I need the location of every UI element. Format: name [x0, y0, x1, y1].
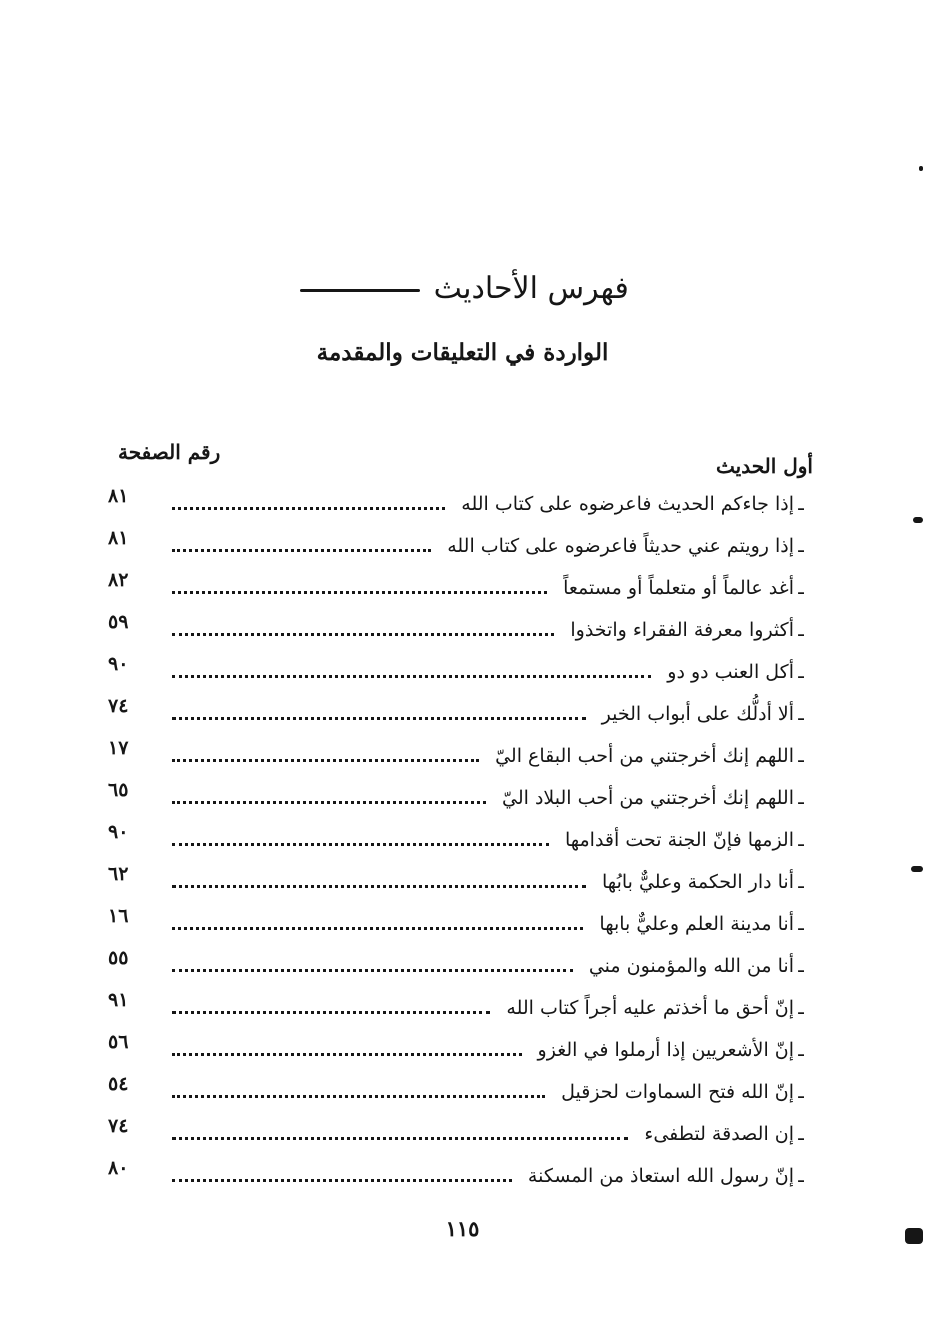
- entry-dash: ـ: [798, 1165, 804, 1187]
- entry-page: ٧٤: [108, 1115, 129, 1137]
- entry-page: ٨٠: [108, 1157, 129, 1179]
- entry-text: إنّ الله فتح السماوات لحزقيل: [561, 1081, 794, 1103]
- entry-text: أنا مدينة العلم وعليٌّ بابها: [599, 913, 794, 935]
- index-entry: [108, 651, 808, 693]
- dot-leader: [172, 507, 445, 510]
- dot-leader: [172, 969, 573, 972]
- index-entry: [108, 945, 808, 987]
- entry-text: إنّ رسول الله استعاذ من المسكنة: [527, 1165, 794, 1187]
- entry-text: إن الصدقة لتطفىء: [644, 1123, 794, 1145]
- entry-page: ٩٠: [108, 821, 129, 843]
- entry-dash: ـ: [798, 493, 804, 515]
- dot-leader: [172, 549, 431, 552]
- entry-page: ٦٥: [108, 779, 129, 801]
- entry-page: ١٦: [108, 905, 129, 927]
- entry-text: إنّ الأشعريين إذا أرملوا في الغزو: [537, 1039, 794, 1061]
- entry-text: أنا دار الحكمة وعليٌّ بابُها: [602, 871, 794, 893]
- entry-text: إذا رويتم عني حديثاً فاعرضوه على كتاب الله: [447, 535, 794, 557]
- hadith-column-header: أول الحديث: [716, 454, 813, 478]
- dot-leader: [172, 675, 651, 678]
- entry-page: ٨١: [108, 485, 129, 507]
- index-entry: [108, 819, 808, 861]
- entry-page: ١٧: [108, 737, 129, 759]
- entry-dash: ـ: [798, 535, 804, 557]
- index-entry: [108, 903, 808, 945]
- entry-text: اللهم إنك أخرجتني من أحب البقاع اليّ: [495, 745, 794, 767]
- title-swash-decoration: [300, 289, 420, 292]
- dot-leader: [172, 759, 479, 762]
- index-entry: [108, 777, 808, 819]
- index-entry: [108, 861, 808, 903]
- scan-mark: [913, 517, 923, 523]
- entry-dash: ـ: [798, 619, 804, 641]
- entry-page: ٩٠: [108, 653, 129, 675]
- index-entry: [108, 735, 808, 777]
- index-entry: [108, 567, 808, 609]
- index-subtitle: الواردة في التعليقات والمقدمة: [316, 339, 609, 366]
- dot-leader: [172, 1011, 490, 1014]
- dot-leader: [172, 885, 586, 888]
- page-column-header: رقم الصفحة: [118, 440, 221, 464]
- entry-text: أكل العنب دو دو: [667, 661, 794, 683]
- entry-dash: ـ: [798, 661, 804, 683]
- entry-page: ٥٦: [108, 1031, 129, 1053]
- entry-text: أنا من الله والمؤمنون مني: [588, 955, 794, 977]
- dot-leader: [172, 1095, 545, 1098]
- index-entry: [108, 1113, 808, 1155]
- title-text: فهرس الأحاديث: [433, 271, 629, 306]
- entry-page: ٥٤: [108, 1073, 129, 1095]
- entry-text: الزمها فإنّ الجنة تحت أقدامها: [564, 829, 794, 851]
- entry-dash: ـ: [798, 955, 804, 977]
- index-entry: [108, 693, 808, 735]
- dot-leader: [172, 633, 554, 636]
- entry-text: أغد عالماً أو متعلماً أو مستمعاً: [563, 577, 794, 599]
- dot-leader: [172, 1137, 628, 1140]
- entry-text: أكثروا معرفة الفقراء واتخذوا: [570, 619, 794, 641]
- page-number: ١١٥: [445, 1216, 480, 1241]
- hadith-index-list: [108, 483, 808, 1197]
- entry-dash: ـ: [798, 997, 804, 1019]
- entry-dash: ـ: [798, 787, 804, 809]
- dot-leader: [172, 927, 583, 930]
- entry-dash: ـ: [798, 913, 804, 935]
- index-title: [0, 268, 925, 318]
- entry-page: ٦٢: [108, 863, 129, 885]
- entry-text: إنّ أحق ما أخذتم عليه أجراً كتاب الله: [506, 997, 794, 1019]
- entry-dash: ـ: [798, 745, 804, 767]
- entry-dash: ـ: [798, 1039, 804, 1061]
- entry-text: إذا جاءكم الحديث فاعرضوه على كتاب الله: [461, 493, 794, 515]
- dot-leader: [172, 591, 547, 594]
- entry-page: ٨١: [108, 527, 129, 549]
- dot-leader: [172, 801, 486, 804]
- index-entry: [108, 1071, 808, 1113]
- entry-dash: ـ: [798, 1123, 804, 1145]
- entry-text: اللهم إنك أخرجتني من أحب البلاد اليّ: [502, 787, 794, 809]
- entry-page: ٥٩: [108, 611, 129, 633]
- entry-page: ٩١: [108, 989, 129, 1011]
- dot-leader: [172, 717, 586, 720]
- index-entry: [108, 1029, 808, 1071]
- entry-text: ألا أدلُّك على أبواب الخير: [601, 703, 794, 725]
- index-entry: [108, 483, 808, 525]
- entry-dash: ـ: [798, 829, 804, 851]
- dot-leader: [172, 843, 549, 846]
- index-entry: [108, 525, 808, 567]
- entry-dash: ـ: [798, 703, 804, 725]
- scan-mark: [905, 1228, 923, 1244]
- entry-page: ٧٤: [108, 695, 129, 717]
- entry-dash: ـ: [798, 871, 804, 893]
- index-entry: [108, 1155, 808, 1197]
- index-entry: [108, 609, 808, 651]
- entry-dash: ـ: [798, 1081, 804, 1103]
- entry-page: ٨٢: [108, 569, 129, 591]
- dot-leader: [172, 1053, 522, 1056]
- entry-page: ٥٥: [108, 947, 129, 969]
- scan-mark: [919, 166, 923, 171]
- index-entry: [108, 987, 808, 1029]
- entry-dash: ـ: [798, 577, 804, 599]
- scan-mark: [911, 866, 923, 872]
- dot-leader: [172, 1179, 512, 1182]
